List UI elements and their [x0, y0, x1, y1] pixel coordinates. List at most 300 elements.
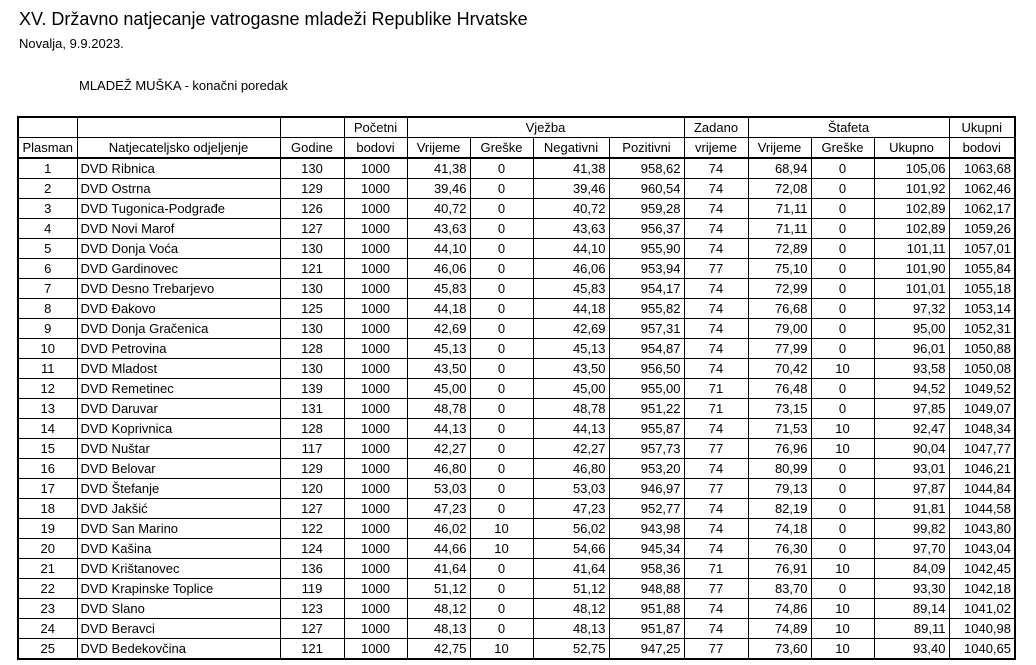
- vjezba-greske-cell: 0: [470, 199, 533, 219]
- vjezba-greske-cell: 0: [470, 158, 533, 179]
- ukupni-bodovi-cell: 1057,01: [949, 239, 1015, 259]
- team-name-cell: DVD Ribnica: [77, 158, 280, 179]
- vjezba-greske-cell: 0: [470, 459, 533, 479]
- zadano-vrijeme-cell: 74: [684, 419, 748, 439]
- ukupni-bodovi-cell: 1044,58: [949, 499, 1015, 519]
- vjezba-vrijeme-cell: 48,13: [407, 619, 470, 639]
- table-row: [18, 599, 1015, 619]
- pozitivni-cell: 958,62: [609, 158, 684, 179]
- stafeta-greske-cell: 0: [811, 279, 874, 299]
- zadano-vrijeme-cell: 74: [684, 459, 748, 479]
- godine-cell: 123: [280, 599, 344, 619]
- team-name-cell: DVD Koprivnica: [77, 419, 280, 439]
- plasman-cell: 5: [18, 239, 77, 259]
- ukupni-bodovi-cell: 1062,46: [949, 179, 1015, 199]
- header-vrijeme: Vrijeme: [407, 138, 470, 159]
- negativni-cell: 43,63: [533, 219, 609, 239]
- team-name-cell: DVD Slano: [77, 599, 280, 619]
- stafeta-greske-cell: 0: [811, 299, 874, 319]
- header-row-bottom: [18, 138, 1015, 159]
- plasman-cell: 9: [18, 319, 77, 339]
- stafeta-ukupno-cell: 95,00: [874, 319, 949, 339]
- stafeta-vrijeme-cell: 74,18: [748, 519, 811, 539]
- zadano-vrijeme-cell: 74: [684, 619, 748, 639]
- vjezba-greske-cell: 0: [470, 619, 533, 639]
- table-row: [18, 239, 1015, 259]
- team-name-cell: DVD Ostrna: [77, 179, 280, 199]
- zadano-vrijeme-cell: 77: [684, 639, 748, 660]
- plasman-cell: 12: [18, 379, 77, 399]
- godine-cell: 130: [280, 359, 344, 379]
- stafeta-vrijeme-cell: 73,60: [748, 639, 811, 660]
- ukupni-bodovi-cell: 1050,88: [949, 339, 1015, 359]
- ukupni-bodovi-cell: 1062,17: [949, 199, 1015, 219]
- stafeta-greske-cell: 0: [811, 399, 874, 419]
- stafeta-greske-cell: 0: [811, 459, 874, 479]
- zadano-vrijeme-cell: 74: [684, 279, 748, 299]
- pocetni-bodovi-cell: 1000: [344, 559, 407, 579]
- stafeta-greske-cell: 0: [811, 319, 874, 339]
- ukupni-bodovi-cell: 1052,31: [949, 319, 1015, 339]
- vjezba-vrijeme-cell: 44,13: [407, 419, 470, 439]
- header-stafeta-greske: Greške: [811, 138, 874, 159]
- pozitivni-cell: 956,37: [609, 219, 684, 239]
- header-pocetni-top: Početni: [344, 117, 407, 138]
- ukupni-bodovi-cell: 1043,80: [949, 519, 1015, 539]
- stafeta-vrijeme-cell: 76,96: [748, 439, 811, 459]
- godine-cell: 121: [280, 639, 344, 660]
- pocetni-bodovi-cell: 1000: [344, 379, 407, 399]
- godine-cell: 129: [280, 459, 344, 479]
- vjezba-vrijeme-cell: 44,66: [407, 539, 470, 559]
- table-row: [18, 619, 1015, 639]
- team-name-cell: DVD Novi Marof: [77, 219, 280, 239]
- zadano-vrijeme-cell: 74: [684, 539, 748, 559]
- results-body: [18, 158, 1015, 659]
- zadano-vrijeme-cell: 74: [684, 239, 748, 259]
- zadano-vrijeme-cell: 74: [684, 299, 748, 319]
- results-table: [17, 116, 1016, 660]
- table-row: [18, 299, 1015, 319]
- stafeta-greske-cell: 0: [811, 479, 874, 499]
- stafeta-vrijeme-cell: 72,08: [748, 179, 811, 199]
- zadano-vrijeme-cell: 74: [684, 319, 748, 339]
- vjezba-greske-cell: 0: [470, 259, 533, 279]
- stafeta-ukupno-cell: 99,82: [874, 519, 949, 539]
- ukupni-bodovi-cell: 1042,18: [949, 579, 1015, 599]
- table-row: [18, 519, 1015, 539]
- header-zadano-top: Zadano: [684, 117, 748, 138]
- plasman-cell: 6: [18, 259, 77, 279]
- vjezba-vrijeme-cell: 53,03: [407, 479, 470, 499]
- godine-cell: 128: [280, 419, 344, 439]
- vjezba-greske-cell: 0: [470, 419, 533, 439]
- stafeta-greske-cell: 0: [811, 339, 874, 359]
- header-negativni: Negativni: [533, 138, 609, 159]
- stafeta-vrijeme-cell: 77,99: [748, 339, 811, 359]
- zadano-vrijeme-cell: 74: [684, 519, 748, 539]
- zadano-vrijeme-cell: 71: [684, 379, 748, 399]
- vjezba-vrijeme-cell: 46,06: [407, 259, 470, 279]
- stafeta-vrijeme-cell: 71,53: [748, 419, 811, 439]
- pozitivni-cell: 951,87: [609, 619, 684, 639]
- pozitivni-cell: 954,17: [609, 279, 684, 299]
- stafeta-vrijeme-cell: 76,91: [748, 559, 811, 579]
- header-stafeta-ukupno: Ukupno: [874, 138, 949, 159]
- ukupni-bodovi-cell: 1043,04: [949, 539, 1015, 559]
- negativni-cell: 45,83: [533, 279, 609, 299]
- stafeta-vrijeme-cell: 71,11: [748, 199, 811, 219]
- godine-cell: 129: [280, 179, 344, 199]
- stafeta-ukupno-cell: 96,01: [874, 339, 949, 359]
- godine-cell: 119: [280, 579, 344, 599]
- negativni-cell: 41,38: [533, 158, 609, 179]
- pozitivni-cell: 956,50: [609, 359, 684, 379]
- godine-cell: 127: [280, 499, 344, 519]
- stafeta-vrijeme-cell: 72,99: [748, 279, 811, 299]
- pozitivni-cell: 958,36: [609, 559, 684, 579]
- vjezba-greske-cell: 0: [470, 279, 533, 299]
- stafeta-ukupno-cell: 101,92: [874, 179, 949, 199]
- header-godine: Godine: [280, 138, 344, 159]
- team-name-cell: DVD Štefanje: [77, 479, 280, 499]
- vjezba-vrijeme-cell: 42,27: [407, 439, 470, 459]
- stafeta-ukupno-cell: 92,47: [874, 419, 949, 439]
- pocetni-bodovi-cell: 1000: [344, 419, 407, 439]
- stafeta-ukupno-cell: 93,30: [874, 579, 949, 599]
- negativni-cell: 56,02: [533, 519, 609, 539]
- plasman-cell: 24: [18, 619, 77, 639]
- header-odjeljenje-top: [77, 117, 280, 138]
- plasman-cell: 4: [18, 219, 77, 239]
- ukupni-bodovi-cell: 1048,34: [949, 419, 1015, 439]
- stafeta-ukupno-cell: 93,40: [874, 639, 949, 660]
- plasman-cell: 2: [18, 179, 77, 199]
- zadano-vrijeme-cell: 77: [684, 579, 748, 599]
- stafeta-greske-cell: 0: [811, 239, 874, 259]
- team-name-cell: DVD Desno Trebarjevo: [77, 279, 280, 299]
- ukupni-bodovi-cell: 1042,45: [949, 559, 1015, 579]
- stafeta-ukupno-cell: 101,01: [874, 279, 949, 299]
- plasman-cell: 11: [18, 359, 77, 379]
- stafeta-ukupno-cell: 97,87: [874, 479, 949, 499]
- pozitivni-cell: 955,00: [609, 379, 684, 399]
- vjezba-vrijeme-cell: 43,50: [407, 359, 470, 379]
- pocetni-bodovi-cell: 1000: [344, 639, 407, 660]
- vjezba-greske-cell: 0: [470, 579, 533, 599]
- stafeta-greske-cell: 0: [811, 539, 874, 559]
- vjezba-greske-cell: 0: [470, 439, 533, 459]
- team-name-cell: DVD Belovar: [77, 459, 280, 479]
- stafeta-vrijeme-cell: 74,89: [748, 619, 811, 639]
- zadano-vrijeme-cell: 74: [684, 179, 748, 199]
- header-row-top: [18, 117, 1015, 138]
- stafeta-vrijeme-cell: 79,00: [748, 319, 811, 339]
- plasman-cell: 22: [18, 579, 77, 599]
- ukupni-bodovi-cell: 1040,98: [949, 619, 1015, 639]
- pozitivni-cell: 959,28: [609, 199, 684, 219]
- vjezba-greske-cell: 10: [470, 519, 533, 539]
- vjezba-vrijeme-cell: 39,46: [407, 179, 470, 199]
- zadano-vrijeme-cell: 77: [684, 479, 748, 499]
- pozitivni-cell: 952,77: [609, 499, 684, 519]
- header-zadano-bottom: vrijeme: [684, 138, 748, 159]
- stafeta-greske-cell: 0: [811, 179, 874, 199]
- vjezba-greske-cell: 0: [470, 299, 533, 319]
- table-row: [18, 259, 1015, 279]
- header-pocetni-bottom: bodovi: [344, 138, 407, 159]
- pozitivni-cell: 953,20: [609, 459, 684, 479]
- vjezba-vrijeme-cell: 46,80: [407, 459, 470, 479]
- vjezba-greske-cell: 0: [470, 379, 533, 399]
- vjezba-vrijeme-cell: 47,23: [407, 499, 470, 519]
- plasman-cell: 3: [18, 199, 77, 219]
- pozitivni-cell: 955,87: [609, 419, 684, 439]
- header-stafeta-group: Štafeta: [748, 117, 949, 138]
- negativni-cell: 44,18: [533, 299, 609, 319]
- godine-cell: 120: [280, 479, 344, 499]
- godine-cell: 128: [280, 339, 344, 359]
- page-title: XV. Državno natjecanje vatrogasne mladeži Republike Hrvatske: [19, 9, 528, 29]
- plasman-cell: 19: [18, 519, 77, 539]
- pocetni-bodovi-cell: 1000: [344, 579, 407, 599]
- stafeta-vrijeme-cell: 82,19: [748, 499, 811, 519]
- negativni-cell: 54,66: [533, 539, 609, 559]
- stafeta-ukupno-cell: 89,11: [874, 619, 949, 639]
- table-row: [18, 479, 1015, 499]
- team-name-cell: DVD Tugonica-Podgrađe: [77, 199, 280, 219]
- zadano-vrijeme-cell: 74: [684, 499, 748, 519]
- header-greske: Greške: [470, 138, 533, 159]
- team-name-cell: DVD Kašina: [77, 539, 280, 559]
- zadano-vrijeme-cell: 71: [684, 559, 748, 579]
- pozitivni-cell: 945,34: [609, 539, 684, 559]
- zadano-vrijeme-cell: 74: [684, 339, 748, 359]
- team-name-cell: DVD Donja Gračenica: [77, 319, 280, 339]
- vjezba-greske-cell: 0: [470, 499, 533, 519]
- ukupni-bodovi-cell: 1059,26: [949, 219, 1015, 239]
- zadano-vrijeme-cell: 77: [684, 439, 748, 459]
- pocetni-bodovi-cell: 1000: [344, 519, 407, 539]
- stafeta-vrijeme-cell: 76,48: [748, 379, 811, 399]
- negativni-cell: 42,69: [533, 319, 609, 339]
- negativni-cell: 53,03: [533, 479, 609, 499]
- table-row: [18, 639, 1015, 660]
- stafeta-ukupno-cell: 89,14: [874, 599, 949, 619]
- pozitivni-cell: 943,98: [609, 519, 684, 539]
- team-name-cell: DVD Krapinske Toplice: [77, 579, 280, 599]
- table-row: [18, 158, 1015, 179]
- stafeta-ukupno-cell: 94,52: [874, 379, 949, 399]
- header-godine-top: [280, 117, 344, 138]
- plasman-cell: 13: [18, 399, 77, 419]
- vjezba-greske-cell: 0: [470, 599, 533, 619]
- stafeta-greske-cell: 10: [811, 619, 874, 639]
- vjezba-greske-cell: 0: [470, 339, 533, 359]
- team-name-cell: DVD Petrovina: [77, 339, 280, 359]
- stafeta-greske-cell: 10: [811, 559, 874, 579]
- stafeta-greske-cell: 10: [811, 359, 874, 379]
- table-row: [18, 179, 1015, 199]
- vjezba-vrijeme-cell: 40,72: [407, 199, 470, 219]
- vjezba-vrijeme-cell: 45,83: [407, 279, 470, 299]
- header-stafeta-vrijeme: Vrijeme: [748, 138, 811, 159]
- pocetni-bodovi-cell: 1000: [344, 179, 407, 199]
- plasman-cell: 7: [18, 279, 77, 299]
- ukupni-bodovi-cell: 1050,08: [949, 359, 1015, 379]
- negativni-cell: 43,50: [533, 359, 609, 379]
- stafeta-ukupno-cell: 97,85: [874, 399, 949, 419]
- team-name-cell: DVD Jakšić: [77, 499, 280, 519]
- stafeta-greske-cell: 0: [811, 259, 874, 279]
- stafeta-vrijeme-cell: 83,70: [748, 579, 811, 599]
- plasman-cell: 8: [18, 299, 77, 319]
- team-name-cell: DVD Bedekovčina: [77, 639, 280, 660]
- header-vjezba-group: Vježba: [407, 117, 684, 138]
- vjezba-vrijeme-cell: 42,75: [407, 639, 470, 660]
- ukupni-bodovi-cell: 1055,84: [949, 259, 1015, 279]
- godine-cell: 139: [280, 379, 344, 399]
- godine-cell: 117: [280, 439, 344, 459]
- stafeta-ukupno-cell: 93,01: [874, 459, 949, 479]
- table-row: [18, 439, 1015, 459]
- pozitivni-cell: 955,90: [609, 239, 684, 259]
- vjezba-greske-cell: 0: [470, 219, 533, 239]
- plasman-cell: 23: [18, 599, 77, 619]
- header-odjeljenje: Natjecateljsko odjeljenje: [77, 138, 280, 159]
- stafeta-ukupno-cell: 102,89: [874, 219, 949, 239]
- stafeta-ukupno-cell: 90,04: [874, 439, 949, 459]
- team-name-cell: DVD Mladost: [77, 359, 280, 379]
- header-plasman-top: [18, 117, 77, 138]
- negativni-cell: 44,10: [533, 239, 609, 259]
- pocetni-bodovi-cell: 1000: [344, 239, 407, 259]
- stafeta-greske-cell: 0: [811, 579, 874, 599]
- stafeta-vrijeme-cell: 73,15: [748, 399, 811, 419]
- pocetni-bodovi-cell: 1000: [344, 599, 407, 619]
- pozitivni-cell: 946,97: [609, 479, 684, 499]
- vjezba-vrijeme-cell: 46,02: [407, 519, 470, 539]
- zadano-vrijeme-cell: 74: [684, 158, 748, 179]
- stafeta-greske-cell: 10: [811, 639, 874, 660]
- negativni-cell: 39,46: [533, 179, 609, 199]
- header-ukupni-bottom: bodovi: [949, 138, 1015, 159]
- plasman-cell: 15: [18, 439, 77, 459]
- stafeta-ukupno-cell: 97,32: [874, 299, 949, 319]
- stafeta-greske-cell: 0: [811, 158, 874, 179]
- vjezba-greske-cell: 0: [470, 559, 533, 579]
- plasman-cell: 18: [18, 499, 77, 519]
- godine-cell: 136: [280, 559, 344, 579]
- godine-cell: 122: [280, 519, 344, 539]
- negativni-cell: 48,12: [533, 599, 609, 619]
- pocetni-bodovi-cell: 1000: [344, 399, 407, 419]
- stafeta-ukupno-cell: 101,90: [874, 259, 949, 279]
- pocetni-bodovi-cell: 1000: [344, 259, 407, 279]
- vjezba-vrijeme-cell: 48,12: [407, 599, 470, 619]
- team-name-cell: DVD Gardinovec: [77, 259, 280, 279]
- stafeta-ukupno-cell: 84,09: [874, 559, 949, 579]
- table-row: [18, 319, 1015, 339]
- vjezba-greske-cell: 0: [470, 319, 533, 339]
- pocetni-bodovi-cell: 1000: [344, 459, 407, 479]
- vjezba-vrijeme-cell: 43,63: [407, 219, 470, 239]
- plasman-cell: 10: [18, 339, 77, 359]
- pocetni-bodovi-cell: 1000: [344, 319, 407, 339]
- stafeta-greske-cell: 10: [811, 599, 874, 619]
- stafeta-ukupno-cell: 105,06: [874, 158, 949, 179]
- ukupni-bodovi-cell: 1063,68: [949, 158, 1015, 179]
- stafeta-vrijeme-cell: 68,94: [748, 158, 811, 179]
- pocetni-bodovi-cell: 1000: [344, 219, 407, 239]
- pocetni-bodovi-cell: 1000: [344, 299, 407, 319]
- stafeta-greske-cell: 10: [811, 419, 874, 439]
- team-name-cell: DVD Krištanovec: [77, 559, 280, 579]
- godine-cell: 121: [280, 259, 344, 279]
- ukupni-bodovi-cell: 1049,07: [949, 399, 1015, 419]
- godine-cell: 127: [280, 619, 344, 639]
- vjezba-vrijeme-cell: 45,00: [407, 379, 470, 399]
- vjezba-greske-cell: 0: [470, 239, 533, 259]
- negativni-cell: 44,13: [533, 419, 609, 439]
- category-heading: MLADEŽ MUŠKA - konačni poredak: [79, 78, 288, 93]
- table-row: [18, 359, 1015, 379]
- vjezba-greske-cell: 0: [470, 399, 533, 419]
- negativni-cell: 47,23: [533, 499, 609, 519]
- godine-cell: 130: [280, 239, 344, 259]
- pozitivni-cell: 955,82: [609, 299, 684, 319]
- pocetni-bodovi-cell: 1000: [344, 439, 407, 459]
- godine-cell: 130: [280, 158, 344, 179]
- negativni-cell: 51,12: [533, 579, 609, 599]
- vjezba-vrijeme-cell: 51,12: [407, 579, 470, 599]
- ukupni-bodovi-cell: 1055,18: [949, 279, 1015, 299]
- ukupni-bodovi-cell: 1053,14: [949, 299, 1015, 319]
- pozitivni-cell: 953,94: [609, 259, 684, 279]
- vjezba-vrijeme-cell: 41,38: [407, 158, 470, 179]
- pozitivni-cell: 960,54: [609, 179, 684, 199]
- event-location-date: Novalja, 9.9.2023.: [19, 36, 124, 51]
- zadano-vrijeme-cell: 74: [684, 219, 748, 239]
- vjezba-vrijeme-cell: 44,10: [407, 239, 470, 259]
- ukupni-bodovi-cell: 1040,65: [949, 639, 1015, 660]
- stafeta-vrijeme-cell: 70,42: [748, 359, 811, 379]
- stafeta-greske-cell: 0: [811, 199, 874, 219]
- vjezba-greske-cell: 10: [470, 639, 533, 660]
- vjezba-greske-cell: 10: [470, 539, 533, 559]
- table-row: [18, 219, 1015, 239]
- zadano-vrijeme-cell: 74: [684, 359, 748, 379]
- plasman-cell: 25: [18, 639, 77, 660]
- zadano-vrijeme-cell: 71: [684, 399, 748, 419]
- team-name-cell: DVD Remetinec: [77, 379, 280, 399]
- godine-cell: 127: [280, 219, 344, 239]
- vjezba-vrijeme-cell: 45,13: [407, 339, 470, 359]
- header-ukupni-top: Ukupni: [949, 117, 1015, 138]
- plasman-cell: 14: [18, 419, 77, 439]
- negativni-cell: 48,78: [533, 399, 609, 419]
- stafeta-greske-cell: 0: [811, 519, 874, 539]
- table-row: [18, 419, 1015, 439]
- team-name-cell: DVD San Marino: [77, 519, 280, 539]
- negativni-cell: 48,13: [533, 619, 609, 639]
- vjezba-vrijeme-cell: 44,18: [407, 299, 470, 319]
- zadano-vrijeme-cell: 74: [684, 599, 748, 619]
- plasman-cell: 20: [18, 539, 77, 559]
- vjezba-greske-cell: 0: [470, 479, 533, 499]
- stafeta-ukupno-cell: 93,58: [874, 359, 949, 379]
- zadano-vrijeme-cell: 77: [684, 259, 748, 279]
